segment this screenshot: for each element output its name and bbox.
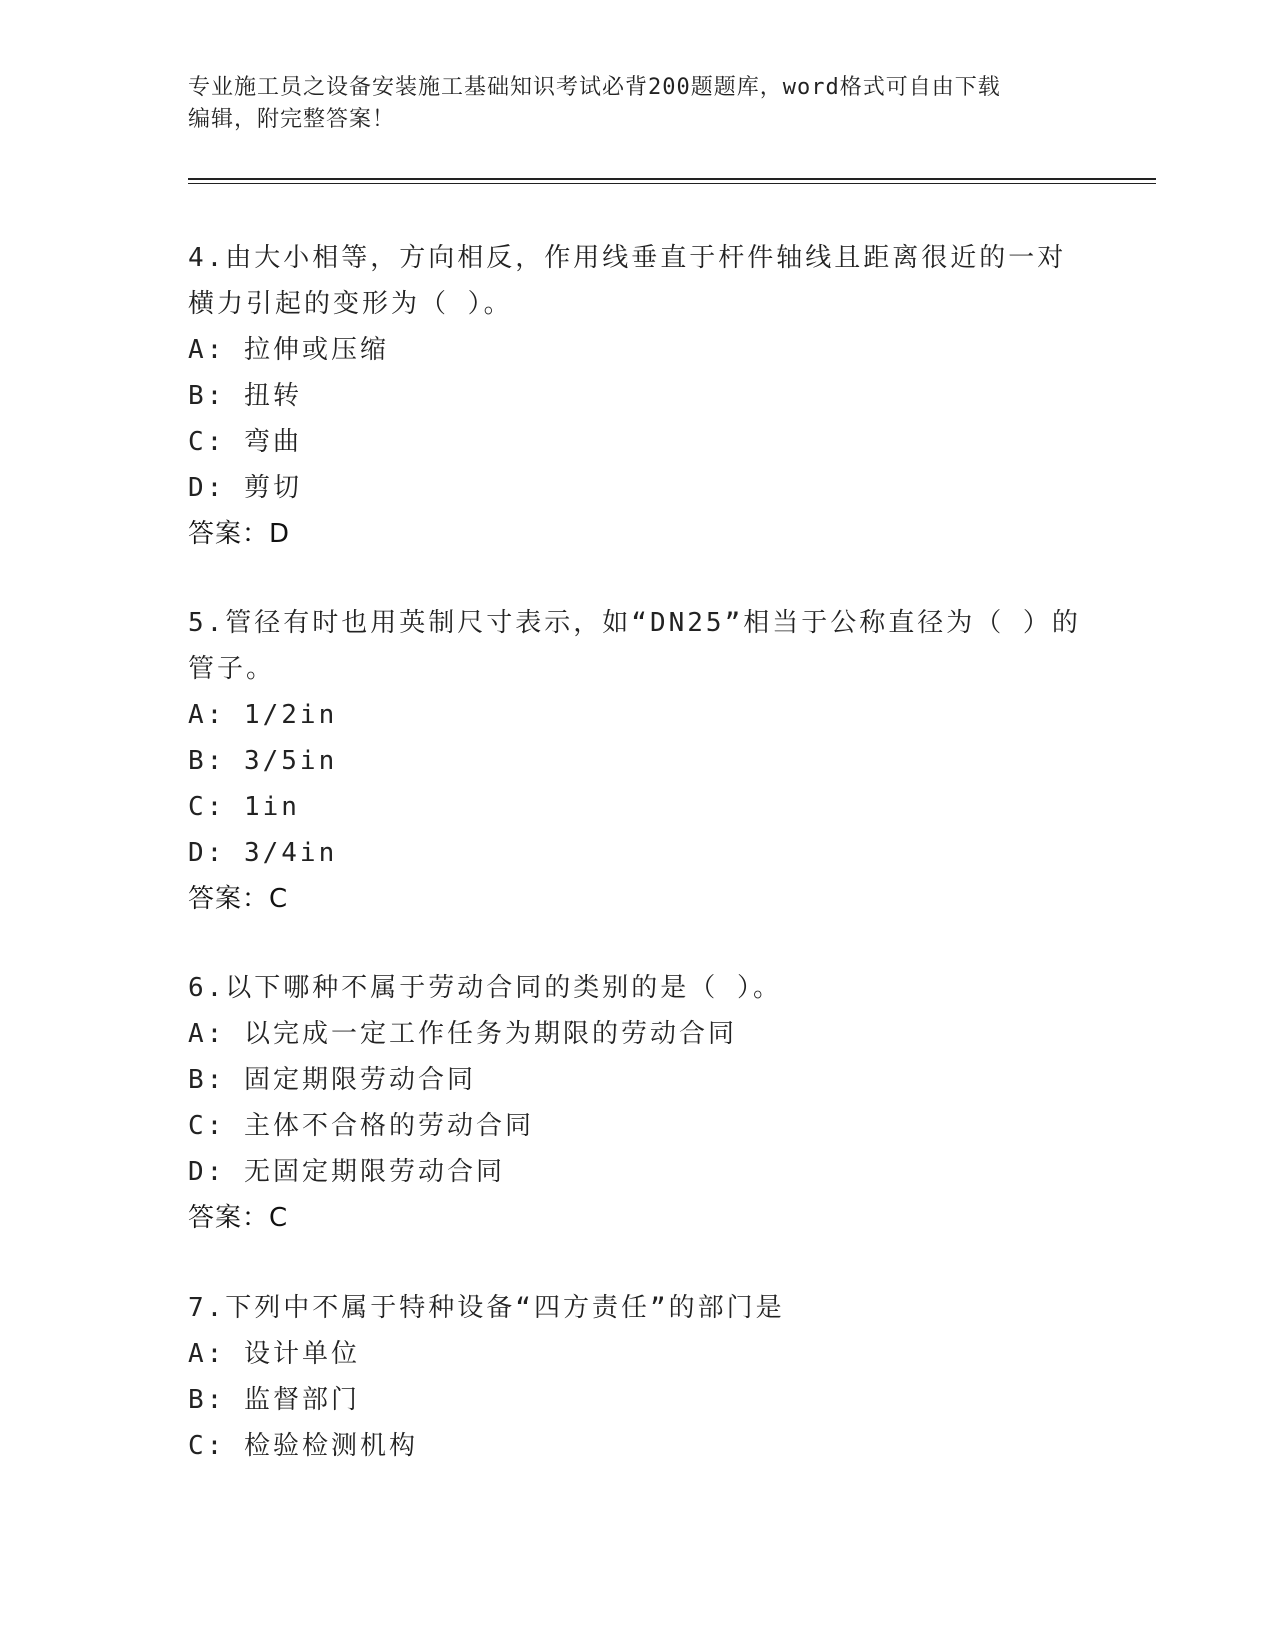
header-line-2: 编辑，附完整答案！ [188,107,396,132]
question-stem-line-2: 横力引起的变形为（ ）。 [188,289,513,319]
question-stem-line-1: 4.由大小相等，方向相反，作用线垂直于杆件轴线且距离很近的一对 [188,243,1067,273]
question-4 [188,235,1088,557]
option-b: B: 固定期限劳动合同 [188,1065,476,1095]
question-7 [188,1285,1088,1469]
option-b: B: 3/5in [188,746,338,776]
option-d: D: 3/4in [188,838,338,868]
option-a: A: 设计单位 [188,1339,360,1369]
question-6 [188,965,1088,1241]
answer: 答案：C [188,884,289,914]
answer: 答案：C [188,1203,289,1233]
option-a: A: 以完成一定工作任务为期限的劳动合同 [188,1019,737,1049]
question-stem-line-1: 6.以下哪种不属于劳动合同的类别的是（ ）。 [188,973,782,1003]
option-a: A: 拉伸或压缩 [188,335,389,365]
option-a: A: 1/2in [188,700,338,730]
option-c: C: 弯曲 [188,427,302,457]
option-d: D: 无固定期限劳动合同 [188,1157,505,1187]
option-d: D: 剪切 [188,473,302,503]
question-5 [188,600,1088,922]
header-line-1: 专业施工员之设备安装施工基础知识考试必背200题题库，word格式可自由下载 [188,75,1001,100]
question-stem-line-1: 5.管径有时也用英制尺寸表示，如“DN25”相当于公称直径为（ ）的 [188,608,1081,638]
option-b: B: 监督部门 [188,1385,360,1415]
answer: 答案：D [188,519,291,549]
question-stem-line-1: 7.下列中不属于特种设备“四方责任”的部门是 [188,1293,785,1323]
header-rule-thick [188,178,1156,180]
header-rule-thin [188,183,1156,184]
option-c: C: 1in [188,792,300,822]
option-b: B: 扭转 [188,381,302,411]
question-stem-line-2: 管子。 [188,654,276,684]
document-header [188,72,1088,136]
option-c: C: 主体不合格的劳动合同 [188,1111,534,1141]
option-c: C: 检验检测机构 [188,1431,418,1461]
